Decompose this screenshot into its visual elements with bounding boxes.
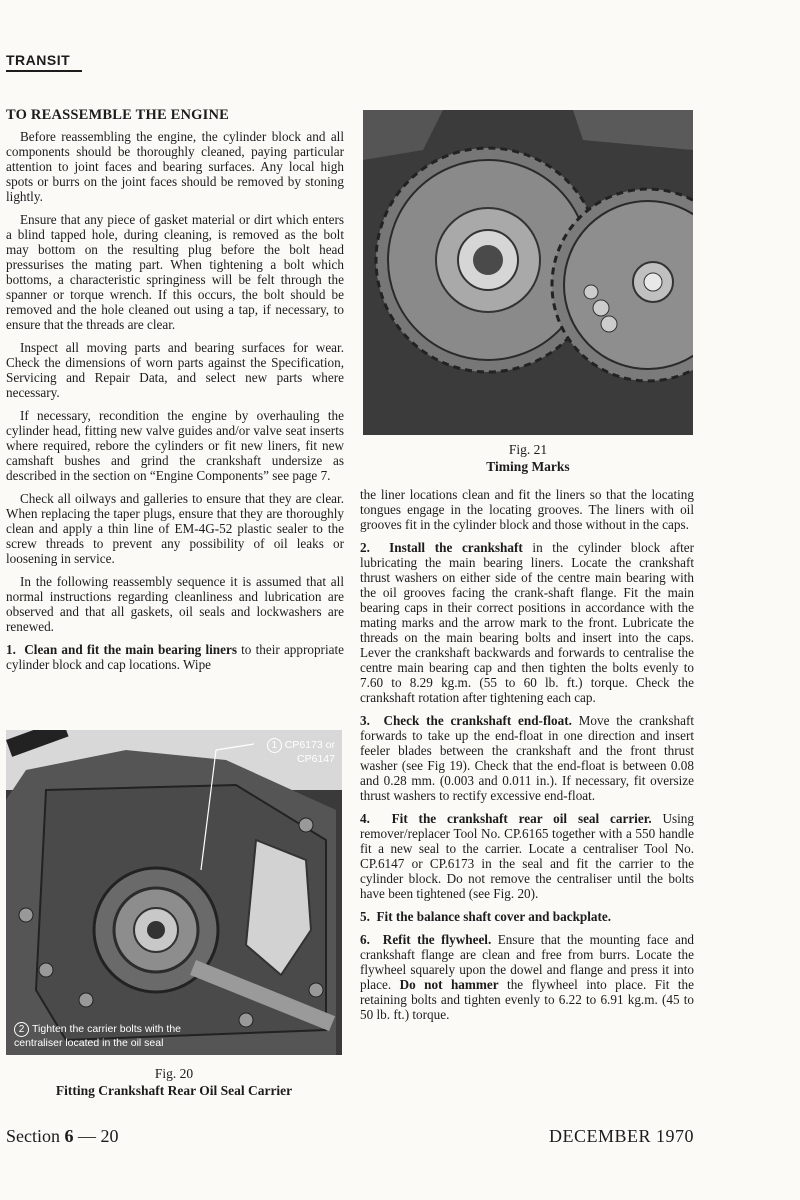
fig20-title: Fitting Crankshaft Rear Oil Seal Carrier — [55, 1083, 293, 1098]
step-title: Fit the crankshaft rear oil seal carrier. — [391, 811, 652, 826]
step-text: to their appropriate cylinder block and cap locations. Wipe — [6, 642, 344, 672]
step-number: 5. — [360, 909, 370, 924]
step-6 — [360, 932, 694, 1022]
section-heading: TO REASSEMBLE THE ENGINE — [6, 107, 230, 123]
engine-block-illustration — [6, 730, 342, 1055]
left-column — [6, 108, 344, 680]
fig21-photo — [363, 110, 693, 435]
right-column — [360, 487, 694, 1030]
step-2 — [360, 540, 694, 705]
step-number: 6. — [360, 932, 370, 947]
callout-1-number: 1 — [267, 738, 282, 753]
paragraph: Inspect all moving parts and bearing surfaces for wear. Check the dimensions of worn parts against the Specification, Servicing and Repair Data, and select new parts where necessary. — [6, 340, 344, 400]
step-number: 3. — [360, 713, 370, 728]
step-emphasis: Do not hammer — [399, 977, 499, 992]
step-1 — [6, 642, 344, 672]
callout-1-text: CP6173 or CP6147 — [284, 739, 335, 765]
step-text: Ensure that the mounting face and crankshaft flange are clean and free from burrs. Locate the flywheel squarely upon the dowel and flange and press it into place. — [360, 932, 695, 992]
paragraph: Before reassembling the engine, the cylinder block and all components should be thoroughly cleaned, paying particular attention to joint faces and bearing surfaces. Any local high spots or burrs on the joint faces should be removed by stoning lightly. — [6, 129, 344, 204]
fig21-caption — [363, 441, 693, 475]
step-text: Move the crankshaft forwards to take up the end-float in one direction and insert feeler blades between the crankshaft and the front thrust washer (see Fig 19). Check that the end-float is between 0.08 and 0.28 mm. (0.003 and 0.011 in.). If necessary, fit oversize thrust washers to rectify excessive end-float. — [360, 713, 694, 803]
header-rule — [6, 70, 82, 72]
paragraph: In the following reassembly sequence it is assumed that all normal instructions regarding cleanliness and lubrication are observed and that all gaskets, oil seals and lockwashers are renewed. — [6, 574, 344, 634]
step-title: Clean and fit the main bearing liners — [24, 642, 237, 657]
footer-section-number: 6 — [64, 1126, 74, 1146]
fig20-number: Fig. 20 — [154, 1066, 194, 1081]
step-text: the flywheel into place. Fit the retaining bolts and tighten evenly to 6.22 to 6.91 kg.m. (45 to 50 lb. ft.) torque. — [360, 977, 694, 1022]
fig20-photo — [6, 730, 342, 1055]
step-number: 4. — [360, 811, 370, 826]
paragraph: Check all oilways and galleries to ensure that they are clear. When replacing the taper plugs, ensure that they are thoroughly clean and apply a thin line of EM-4G-52 plastic sealer to the screw threads to prevent any possibility of oil leaks or loosening in service. — [6, 491, 344, 566]
step-number: 2. — [360, 540, 370, 555]
callout-1 — [250, 738, 335, 766]
step-text: in the cylinder block after lubricating the main bearing liners. Locate the crankshaft thrust washers on either side of the centre main bearing with the oil grooves facing the crank-shaft flange. Fit the main bearing caps in their correct positions in accordance with the mating marks and the arrow mark to the front. Lubricate the threads on the main bearing bolts and insert into the caps. Lever the crankshaft backwards and forwards to centralise the centre main bearing cap and then tighten the bolts evenly to 7.60 to 8.29 kg.m. (55 to 60 lb. ft.) torque. Check the crankshaft rotation after tightening each cap. — [360, 540, 694, 705]
step-title: Check the crankshaft end-float. — [383, 713, 572, 728]
step-title: Refit the flywheel. — [382, 932, 492, 947]
paragraph: If necessary, recondition the engine by overhauling the cylinder head, fitting new valve guides and/or valve seat inserts where required, rebore the cylinders or fit new liners, fit new camshaft bushes and grind the crankshaft undersize as described in the section on “Engine Components” see page 7. — [6, 408, 344, 483]
callout-2-number: 2 — [14, 1022, 29, 1037]
callout-2 — [14, 1022, 214, 1050]
footer-section-prefix: Section — [6, 1126, 65, 1146]
header-label: TRANSIT — [6, 52, 71, 68]
step-number: 1. — [6, 642, 16, 657]
continuation-paragraph: the liner locations clean and fit the liners so that the locating tongues engage in the locating grooves. The liners with oil grooves fit in the cylinder block and those without in the caps. — [360, 487, 694, 532]
timing-gears-illustration — [363, 110, 693, 435]
step-text: Using remover/replacer Tool No. CP.6165 together with a 550 handle fit a new seal to the carrier. Locate a centraliser Tool No. CP.6147 or CP.6173 in the seal and fit the carrier to the cylinder block. Do not remove the centraliser until the bolts have been tightened (see Fig. 20). — [360, 811, 694, 901]
fig20-caption — [6, 1065, 342, 1099]
running-header — [6, 52, 82, 72]
callout-2-text: Tighten the carrier bolts with the centraliser located in the oil seal — [14, 1023, 182, 1049]
footer-page-number: — 20 — [73, 1126, 119, 1146]
paragraph: Ensure that any piece of gasket material or dirt which enters a blind tapped hole, during cleaning, is removed as the bolt may bottom on the resulting plug before the bolt head pressurises the mating part. When tightening a bolt which bottoms, a characteristic springiness will be felt through the spanner or torque wrench. If this occurs, the bolt should be removed and the hole cleaned out using a tap, if necessary, to ensure that the threads are clear. — [6, 212, 344, 332]
step-3 — [360, 713, 694, 803]
fig21-title: Timing Marks — [486, 459, 570, 474]
step-title: Fit the balance shaft cover and backplate. — [376, 909, 612, 924]
footer-date: DECEMBER 1970 — [548, 1126, 694, 1146]
step-title: Install the crankshaft — [389, 540, 523, 555]
footer-section — [6, 1126, 119, 1147]
fig21-number: Fig. 21 — [508, 442, 548, 457]
step-4 — [360, 811, 694, 901]
step-5 — [360, 909, 694, 924]
